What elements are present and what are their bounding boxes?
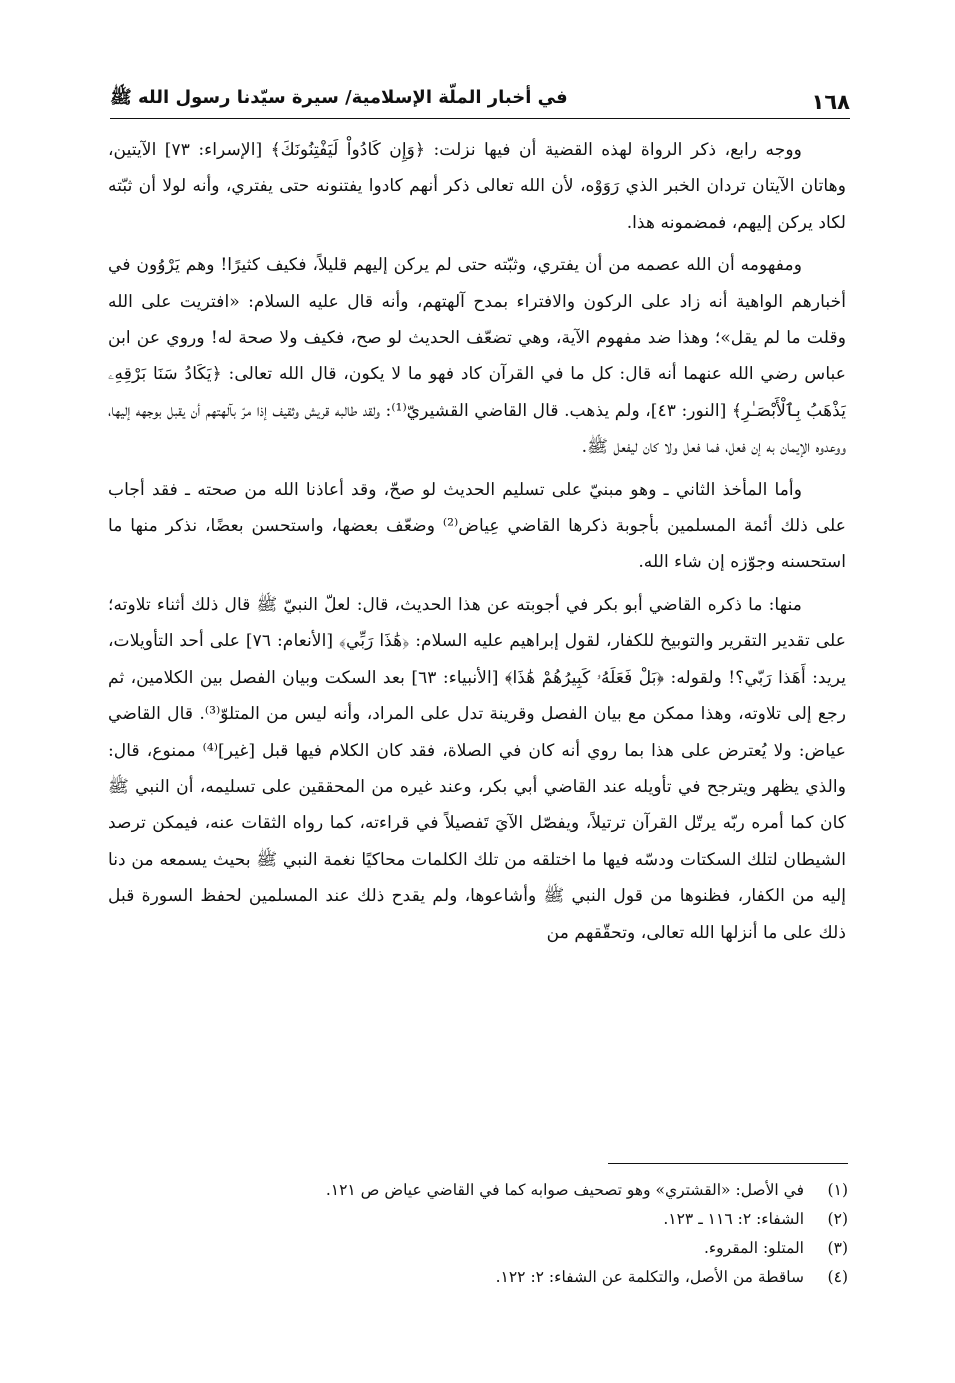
paragraph: وأما المأخذ الثاني ـ وهو مبنيّ على تسليم الحديث لو صحّ، وقد أعاذنا الله من صحته ـ فقد أجاب على ذلك أئمة المسلمين بأجوبة ذكرها القاضي عِياض⁽²⁾ وضعّف بعضها، واستحسن بعضًا، نذكر منها ما استحسنه وجوّزه إن شاء الله. [108,479,846,573]
footnote-number: (٣) [827,1239,848,1257]
footnote [200,1205,848,1234]
footnotes [200,1176,848,1292]
footnote-text: ساقطة من الأصل، والتكلمة عن الشفاء: ٢: ١٢٢. [495,1268,804,1286]
footnote-text: المتلو: المقروء. [703,1239,804,1257]
paragraph: ووجه رابع، ذكر الرواة لهذه القضية أن فيها نزلت: ﴿وَإِن كَادُواْ لَيَفْتِنُونَكَ﴾ [الإسراء: ٧٣] الآيتين، وهاتان الآيتان تردان الخبر الذي رَوَوْه، لأن الله تعالى ذكر أنهم كادوا يفتنونه حتى يفتري، وأنه لولا أن ثبّته لكاد يركن إليهم، فمضمونه هذا. [108,140,846,233]
footnote [200,1234,848,1263]
page-header [110,82,850,119]
paragraph: ومفهومه أن الله عصمه من أن يفتري، وثبّته حتى لم يركن إليهم قليلاً، فكيف كثيرًا! وهم يَرْوُون في أخبارهم الواهية أنه زاد على الركون والافتراء بمدح آلهتهم، وأنه قال عليه السلام: «افتريت على الله وقلت ما لم يقل»؛ وهذا ضد مفهوم الآية، وهي تضعّف الحديث لو صح، فكيف ولا صحة له! وروي عن ابن عباس رضي الله عنهما أنه قال: كل ما في القرآن كاد فهو ما لا يكون، قال الله تعالى: ﴿يَكَادُ سَنَا بَرْقِهِۦ يَذْهَبُ بِٱلْأَبْصَـٰرِ﴾ [النور: ٤٣]، ولم يذهب. قال القاضي القشيريّ⁽¹⁾: ولقد طالبه قريش وثقيف إذا مرّ بآلهتهم أن يقبل بوجهه إليها، ووعدوه الإيمان به إن فعل، فما فعل ولا كان ليفعل ﷺ. [108,255,846,458]
footnote [200,1176,848,1205]
footnote [200,1263,848,1292]
footnote-divider [608,1163,848,1164]
page-number: ١٦٨ [811,90,850,114]
footnote-text: الشفاء: ٢: ١١٦ ـ ١٢٣. [663,1210,804,1228]
paragraph: منها: ما ذكره القاضي أبو بكر في أجوبته عن هذا الحديث، قال: لعلّ النبيّ ﷺ قال ذلك أثناء تلاوته؛ على تقدير التقرير والتوبيخ للكفار، لقول إبراهيم عليه السلام: ﴿هَٰذَا رَبِّي﴾ [الأنعام: ٧٦] على أحد التأويلات، يريد: أَهَذا رَبّي؟! ولقوله: ﴿بَلْ فَعَلَهُۥ كَبِيرُهُمْ هَٰذَا﴾ [الأنبياء: ٦٣] بعد السكت وبيان الفصل بين الكلامين، ثم رجع إلى تلاوته، وهذا ممكن مع بيان الفصل وقرينة تدل على المراد، وأنه ليس من المتلوّ⁽³⁾. قال القاضي عياض: ولا يُعترض على هذا بما روي أنه كان في الصلاة، فقد كان الكلام فيها قبل [غير]⁽⁴⁾ ممنوع، قال: والذي يظهر ويترجح في تأويله عند القاضي أبي بكر، وعند غيره من المحققين على تسليمه، أن النبي ﷺ كان كما أمره ربّه يرتّل القرآن ترتيلاً، ويفصّل الآيَ تَفصيلاً في قراءته، كما رواه الثقات عنه، فيمكن ترصد الشيطان لتلك السكتات ودسّه فيها ما اختلقه من تلك الكلمات محاكيًا نغمة النبي ﷺ بحيث يسمعه من دنا إليه من الكفار، فظنوها من قول النبي ﷺ وأشاعوها، ولم يقدح ذلك عند المسلمين لحفظ السورة قبل ذلك على ما أنزلها الله تعالى، وتحقّقهم من [108,594,847,943]
footnote-number: (١) [827,1181,848,1199]
main-text [108,132,846,951]
footnote-text: في الأصل: «القشتري» وهو تصحيف صوابه كما في القاضي عياض ص ١٢١. [325,1181,804,1199]
footnote-number: (٤) [827,1268,848,1286]
footnote-number: (٢) [827,1210,848,1228]
running-title: في أخبار الملّة الإسلامية/ سيرة سيّدنا رسول الله ﷺ [110,87,568,108]
